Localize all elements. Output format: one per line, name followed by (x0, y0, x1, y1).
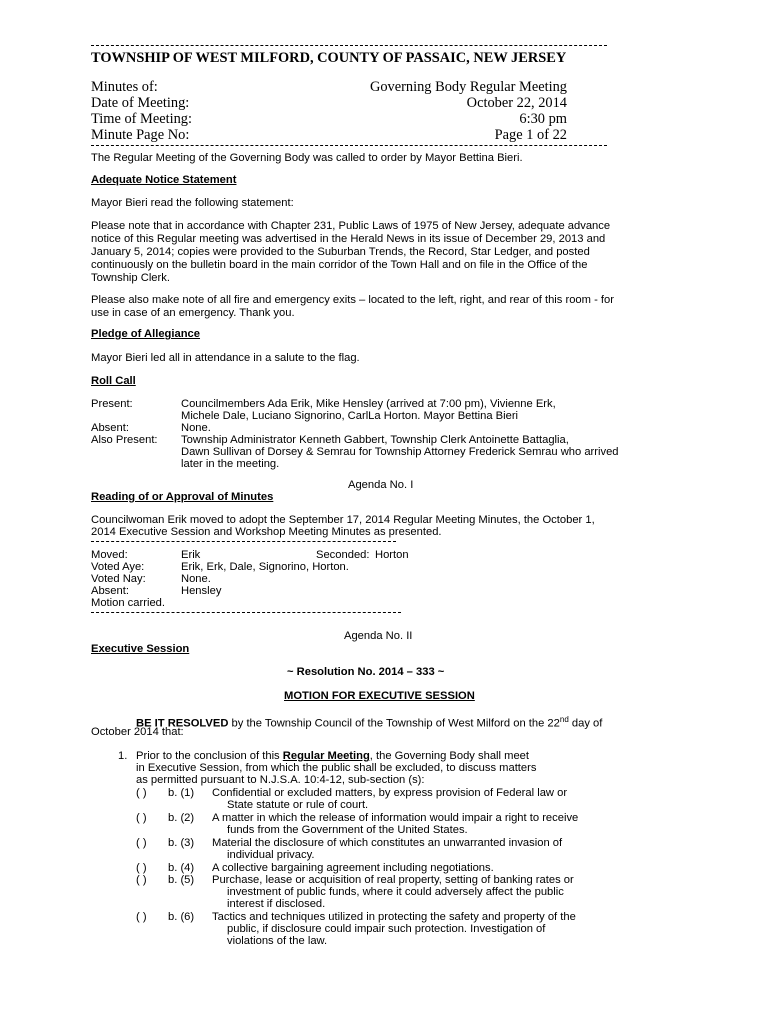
item-1-line-3: as permitted pursuant to N.J.S.A. 10:4-12, sub-section (s): (136, 774, 425, 786)
notice-line: January 5, 2014; copies were provided to the Suburban Trends, the Record, Star Ledger, and posted (91, 246, 590, 258)
exits-line: Please also make note of all fire and emergency exits – located to the left, right, and rear of this room - for (91, 294, 614, 306)
moved-label: Moved: (91, 549, 128, 561)
present-line: Michele Dale, Luciano Signorino, CarlLa Horton. Mayor Bettina Bieri (181, 410, 519, 422)
agenda-1-label: Agenda No. I (348, 479, 414, 491)
motion-result: Motion carried. (91, 597, 165, 609)
sub-item-line: Material the disclosure of which constitutes an unwarranted invasion of (212, 837, 563, 849)
item-1-text-b: , the Governing Body shall meet (369, 750, 529, 762)
resolved-text: by the Township Council of the Township of West Milford on the 22 (228, 717, 560, 730)
sub-item-box[interactable]: ( ) (136, 812, 147, 824)
resolved-tail: day of (568, 717, 603, 730)
executive-session-heading: Executive Session (91, 643, 190, 655)
minutes-approval-heading: Reading of or Approval of Minutes (91, 491, 274, 503)
item-1-text-a: Prior to the conclusion of this (136, 750, 283, 762)
resolved-line-2: October 2014 that: (91, 726, 184, 738)
seconded-value: Horton (375, 549, 409, 561)
header-divider (91, 145, 607, 147)
notice-line: Township Clerk. (91, 272, 170, 284)
notice-line: notice of this Regular meeting was advertised in the Herald News in its issue of December 29, 2013 and (91, 233, 606, 245)
motion-title: MOTION FOR EXECUTIVE SESSION (284, 690, 475, 702)
pledge-text: Mayor Bieri led all in attendance in a salute to the flag. (91, 352, 360, 364)
moved-value: Erik (181, 549, 201, 561)
sub-item-code: b. (4) (168, 862, 195, 874)
sub-item-box[interactable]: ( ) (136, 787, 147, 799)
sub-item-line: A collective bargaining agreement including negotiations. (212, 862, 494, 874)
resolution-number: ~ Resolution No. 2014 – 333 ~ (287, 666, 445, 678)
sub-item-line: interest if disclosed. (227, 898, 326, 910)
resolved-superscript: nd (559, 715, 569, 724)
vote-absent-value: Hensley (181, 585, 222, 597)
agenda-2-label: Agenda No. II (344, 630, 413, 642)
sub-item-box[interactable]: ( ) (136, 837, 147, 849)
notice-intro: Mayor Bieri read the following statement: (91, 197, 294, 209)
vote-absent-label: Absent: (91, 585, 129, 597)
sub-item-box[interactable]: ( ) (136, 874, 147, 886)
resolved-line (136, 714, 602, 730)
absent-label: Absent: (91, 422, 129, 434)
rollcall-heading: Roll Call (91, 375, 136, 387)
minutes-motion-line: Councilwoman Erik moved to adopt the September 17, 2014 Regular Meeting Minutes, the October 1, (91, 514, 595, 526)
minutes-of-value: Governing Body Regular Meeting (369, 79, 567, 95)
sub-item-line: Tactics and techniques utilized in protecting the safety and property of the (212, 911, 576, 923)
absent-value: None. (181, 422, 211, 434)
notice-line: continuously on the bulletin board in the main corridor of the Town Hall and on file in the Office of the (91, 259, 588, 271)
page-label: Minute Page No: (91, 127, 190, 143)
exits-line: use in case of an emergency. Thank you. (91, 307, 295, 319)
page-value: Page 1 of 22 (494, 127, 567, 143)
top-divider (91, 45, 607, 47)
date-label: Date of Meeting: (91, 95, 190, 111)
present-line: Councilmembers Ada Erik, Mike Hensley (arrived at 7:00 pm), Vivienne Erk, (181, 398, 556, 410)
document-title: TOWNSHIP OF WEST MILFORD, COUNTY OF PASSAIC, NEW JERSEY (91, 50, 567, 66)
vote-divider-top (91, 541, 396, 543)
sub-item-line: investment of public funds, where it could adversely affect the public (227, 886, 564, 898)
sub-item-line: State statute or rule of court. (227, 799, 369, 811)
sub-item-line: individual privacy. (227, 849, 315, 861)
sub-item-box[interactable]: ( ) (136, 862, 147, 874)
sub-item-line: violations of the law. (227, 935, 328, 947)
opening-text: The Regular Meeting of the Governing Body was called to order by Mayor Bettina Bieri. (91, 152, 523, 164)
also-present-line: Dawn Sullivan of Dorsey & Semrau for Township Attorney Frederick Semrau who arrived (181, 446, 619, 458)
present-label: Present: (91, 398, 133, 410)
vote-divider-bottom (91, 612, 401, 614)
nay-value: None. (181, 573, 211, 585)
item-1-line-2: in Executive Session, from which the public shall be excluded, to discuss matters (136, 762, 537, 774)
sub-item-box[interactable]: ( ) (136, 911, 147, 923)
time-label: Time of Meeting: (91, 111, 193, 127)
sub-item-code: b. (1) (168, 787, 195, 799)
nay-label: Voted Nay: (91, 573, 146, 585)
also-present-line: later in the meeting. (181, 458, 280, 470)
sub-item-line: A matter in which the release of information would impair a right to receive (212, 812, 579, 824)
aye-value: Erik, Erk, Dale, Signorino, Horton. (181, 561, 349, 573)
resolved-bold: BE IT RESOLVED (136, 717, 229, 730)
also-present-label: Also Present: (91, 434, 158, 446)
sub-item-line: Confidential or excluded matters, by express provision of Federal law or (212, 787, 568, 799)
sub-item-code: b. (2) (168, 812, 195, 824)
sub-item-line: funds from the Government of the United States. (227, 824, 468, 836)
item-1-bold: Regular Meeting (282, 750, 370, 762)
minutes-motion-line: 2014 Executive Session and Workshop Meeting Minutes as presented. (91, 526, 442, 538)
time-value: 6:30 pm (519, 111, 567, 127)
sub-item-code: b. (5) (168, 874, 195, 886)
notice-heading: Adequate Notice Statement (91, 174, 237, 186)
sub-item-line: Purchase, lease or acquisition of real property, setting of banking rates or (212, 874, 574, 886)
date-value: October 22, 2014 (466, 95, 567, 111)
item-1-line-1 (136, 750, 529, 762)
pledge-heading: Pledge of Allegiance (91, 328, 201, 340)
sub-item-code: b. (6) (168, 911, 195, 923)
seconded-label: Seconded: (316, 549, 370, 561)
sub-item-code: b. (3) (168, 837, 195, 849)
sub-item-line: public, if disclosure could impair such protection. Investigation of (227, 923, 546, 935)
aye-label: Voted Aye: (91, 561, 145, 573)
notice-line: Please note that in accordance with Chapter 231, Public Laws of 1975 of New Jersey, adequate advance (91, 220, 611, 232)
item-1-number: 1. (118, 750, 128, 762)
also-present-line: Township Administrator Kenneth Gabbert, Township Clerk Antoinette Battaglia, (181, 434, 569, 446)
minutes-of-label: Minutes of: (91, 79, 158, 95)
